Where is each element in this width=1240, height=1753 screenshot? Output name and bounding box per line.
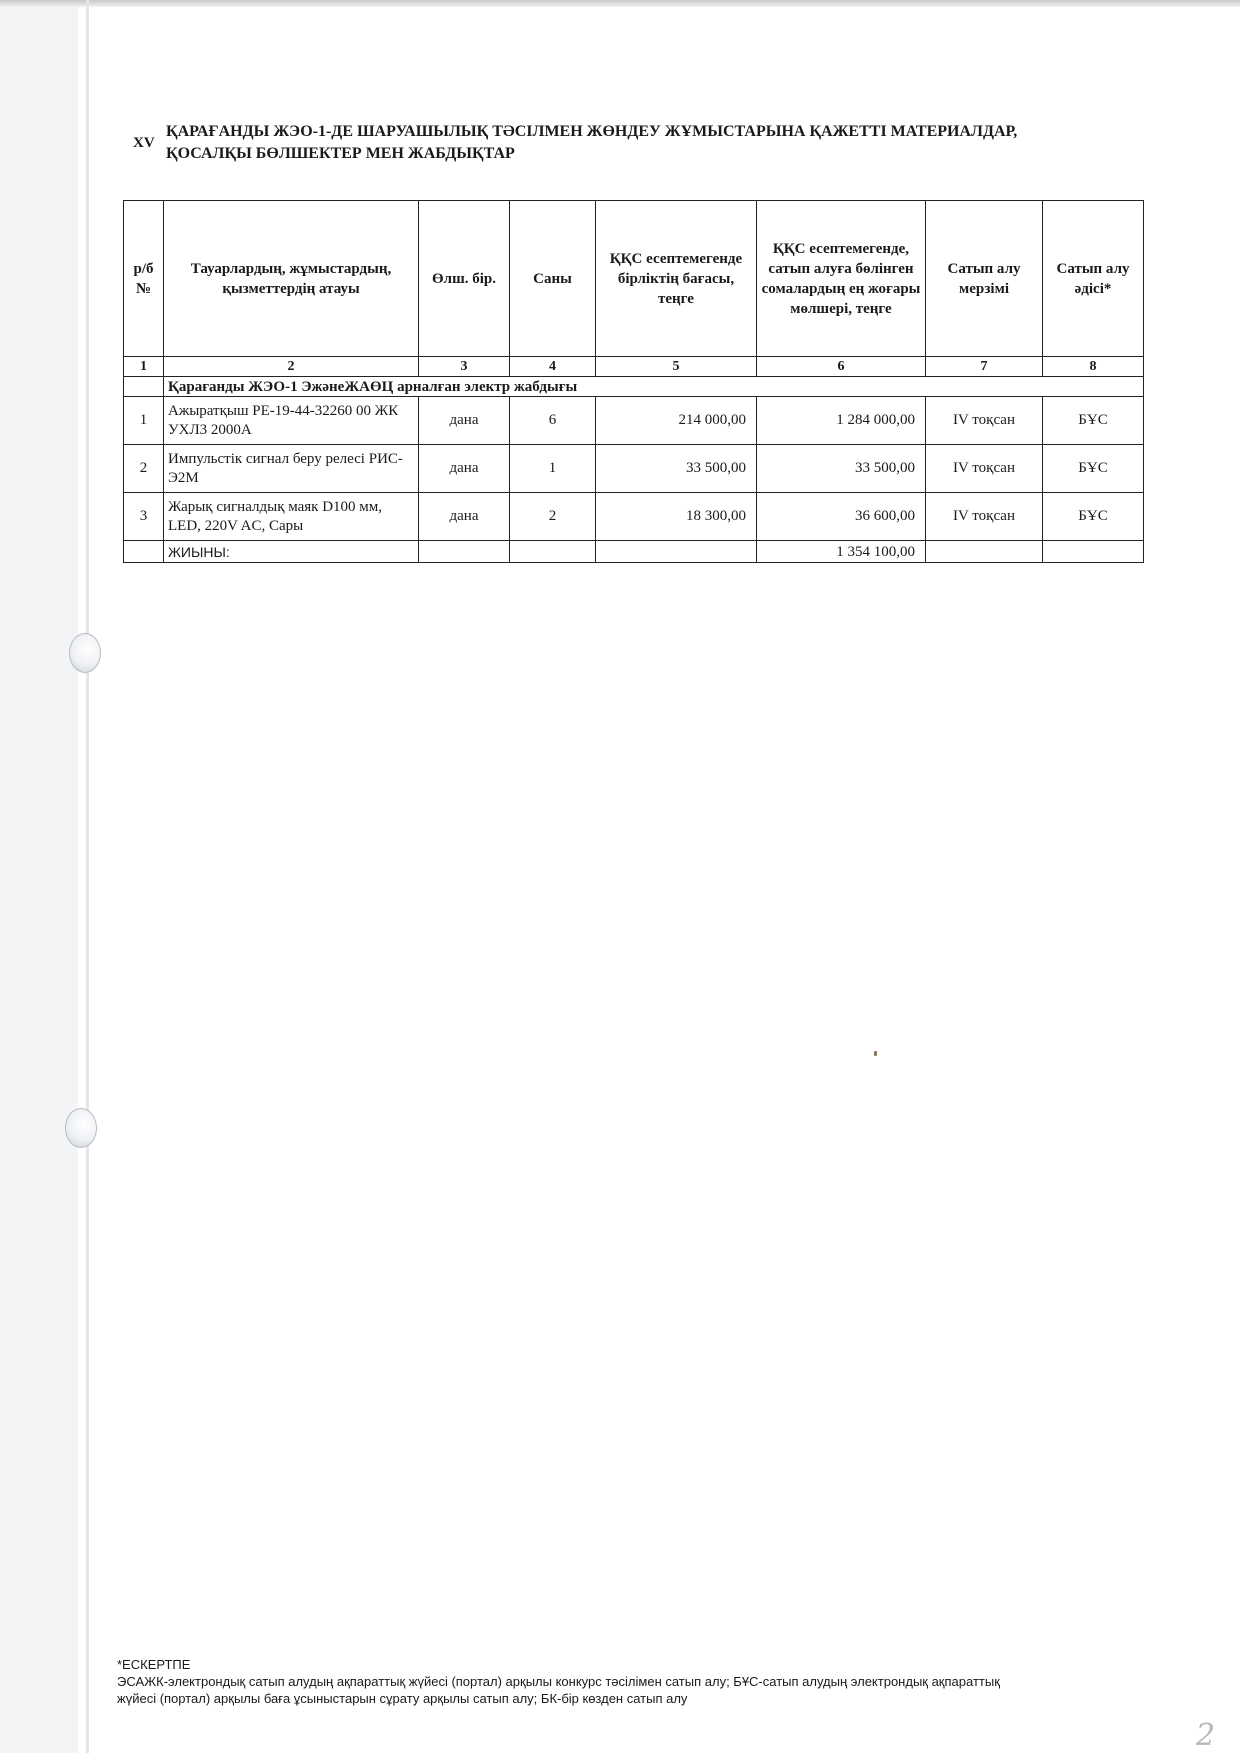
row-unit: дана (419, 397, 510, 445)
total-blank-cell (926, 541, 1043, 563)
header-method: Сатып алу әдісі* (1043, 201, 1144, 357)
row-period: IV тоқсан (926, 397, 1043, 445)
total-blank-cell (124, 541, 164, 563)
total-blank-cell (510, 541, 596, 563)
total-blank-cell (1043, 541, 1144, 563)
header-name: Тауарлардың, жұмыстардың, қызметтердің атауы (164, 201, 419, 357)
row-name: Импульстік сигнал беру релесі РИС-Э2М (164, 445, 419, 493)
scan-fold-line (86, 0, 89, 1753)
row-index: 3 (124, 493, 164, 541)
row-price: 33 500,00 (596, 445, 757, 493)
scan-margin (0, 7, 78, 1753)
row-method: БҰС (1043, 493, 1144, 541)
column-number: 1 (124, 357, 164, 377)
section-blank-cell (124, 377, 164, 397)
row-amount: 33 500,00 (757, 445, 926, 493)
scan-top-edge (0, 0, 1240, 7)
header-qty: Саны (510, 201, 596, 357)
header-index: р/б № (124, 201, 164, 357)
column-number: 3 (419, 357, 510, 377)
row-qty: 6 (510, 397, 596, 445)
column-number-row (124, 357, 1144, 377)
footnote-heading: *ЕСКЕРТПЕ (117, 1657, 191, 1672)
footnote-line: ЭСАЖК-электрондық сатып алудың ақпараттық жүйесі (портал) арқылы конкурс тәсілімен сатып алу; БҰС-сатып алудың электрондық ақпараттық (117, 1674, 1000, 1689)
column-number: 4 (510, 357, 596, 377)
total-blank-cell (596, 541, 757, 563)
section-row (124, 377, 1144, 397)
table-header-row (124, 201, 1144, 357)
header-period: Сатып алу мерзімі (926, 201, 1043, 357)
row-period: IV тоқсан (926, 493, 1043, 541)
row-index: 2 (124, 445, 164, 493)
title-line: ҚОСАЛҚЫ БӨЛШЕКТЕР МЕН ЖАБДЫҚТАР (166, 145, 515, 162)
total-label: ЖИЫНЫ: (164, 541, 419, 563)
section-title: Қарағанды ЖЭО-1 ЭжәнеЖАӨЦ арналған электр жабдығы (164, 377, 1144, 397)
row-amount: 1 284 000,00 (757, 397, 926, 445)
header-price: ҚҚС есептемегенде бірліктің бағасы, теңге (596, 201, 757, 357)
punch-hole (69, 633, 101, 673)
total-row (124, 541, 1144, 563)
total-amount: 1 354 100,00 (757, 541, 926, 563)
row-unit: дана (419, 493, 510, 541)
punch-hole (65, 1108, 97, 1148)
section-number: XV (133, 135, 155, 151)
row-amount: 36 600,00 (757, 493, 926, 541)
row-name: Ажыратқыш РЕ-19-44-32260 00 ЖК УХЛ3 2000А (164, 397, 419, 445)
row-method: БҰС (1043, 445, 1144, 493)
total-blank-cell (419, 541, 510, 563)
row-qty: 1 (510, 445, 596, 493)
row-index: 1 (124, 397, 164, 445)
row-qty: 2 (510, 493, 596, 541)
column-number: 7 (926, 357, 1043, 377)
header-amount: ҚҚС есептемегенде, сатып алуға бөлінген сомалардың ең жоғары мөлшері, теңге (757, 201, 926, 357)
column-number: 6 (757, 357, 926, 377)
procurement-table (123, 200, 1144, 563)
scan-speck (874, 1051, 877, 1056)
title-line: ҚАРАҒАНДЫ ЖЭО-1-ДЕ ШАРУАШЫЛЫҚ ТӘСІЛМЕН ЖӨНДЕУ ЖҰМЫСТАРЫНА ҚАЖЕТТІ МАТЕРИАЛДАР, (166, 123, 1018, 140)
document-title (166, 121, 1106, 165)
column-number: 8 (1043, 357, 1144, 377)
row-price: 18 300,00 (596, 493, 757, 541)
column-number: 5 (596, 357, 757, 377)
table-row (124, 445, 1144, 493)
table-row (124, 493, 1144, 541)
row-name: Жарық сигналдық маяк D100 мм, LED, 220V AC, Сары (164, 493, 419, 541)
row-method: БҰС (1043, 397, 1144, 445)
footnote-line: жүйесі (портал) арқылы баға ұсыныстарын сұрату арқылы сатып алу; БК-бір көзден сатып алу (117, 1691, 688, 1706)
table-row (124, 397, 1144, 445)
header-unit: Өлш. бір. (419, 201, 510, 357)
row-period: IV тоқсан (926, 445, 1043, 493)
page-number-mark: 2 (1196, 1718, 1216, 1753)
row-unit: дана (419, 445, 510, 493)
footnote (117, 1656, 1137, 1707)
row-price: 214 000,00 (596, 397, 757, 445)
column-number: 2 (164, 357, 419, 377)
